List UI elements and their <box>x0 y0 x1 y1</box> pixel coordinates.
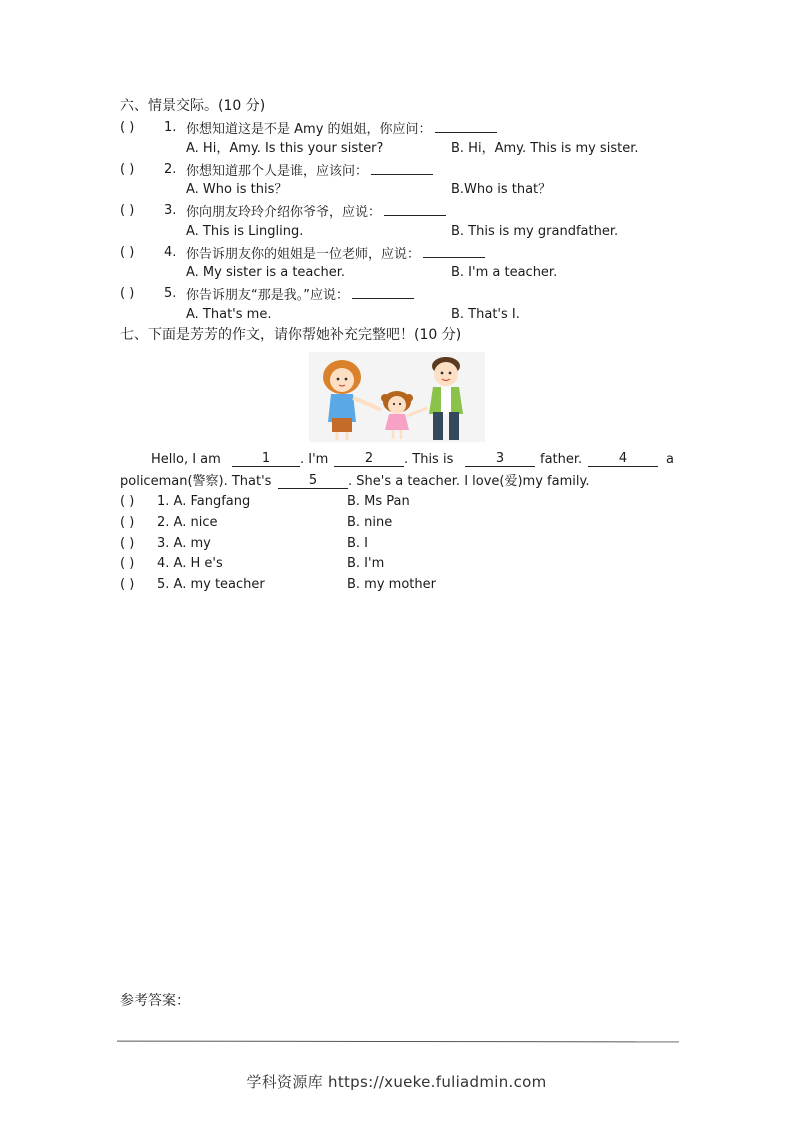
opt3-a: 3. A. my <box>157 536 211 551</box>
passage-part-2: . I'm <box>300 452 329 467</box>
q2-number: 2. <box>164 162 177 177</box>
q5-option-b: B. That's I. <box>451 307 520 322</box>
passage-line2-start: policeman(警察). That's <box>120 474 272 489</box>
q4-option-b: B. I'm a teacher. <box>451 265 558 280</box>
answers-heading: 参考答案： <box>120 993 190 1009</box>
opt4-b: B. I'm <box>347 556 385 571</box>
opt3-b: B. I <box>347 536 369 551</box>
q5-option-a: A. That's me. <box>186 307 272 322</box>
q2-prompt: 你想知道那个人是谁，应该问： <box>186 162 433 180</box>
q1-prompt: 你想知道这是不是 Amy 的姐姐，你应问： <box>186 120 497 138</box>
q1-number: 1. <box>164 120 177 135</box>
q5-paren[interactable]: ( ) <box>120 286 135 301</box>
opt1-a: 1. A. Fangfang <box>157 494 251 509</box>
q2-option-a: A. Who is this？ <box>186 182 288 197</box>
q3-prompt: 你向朋友玲玲介绍你爷爷，应说： <box>186 203 446 221</box>
opt2-b: B. nine <box>347 515 393 530</box>
q3-number: 3. <box>164 203 177 218</box>
section7-title: 七、下面是芳芳的作文，请你帮她补充完整吧！(10 分) <box>120 327 462 343</box>
opt5-b: B. my mother <box>347 577 436 592</box>
passage-blank-1[interactable]: 1 <box>232 452 300 467</box>
opt1-b: B. Ms Pan <box>347 494 410 509</box>
q3-option-a: A. This is Lingling. <box>186 224 304 239</box>
passage-part-4: father. <box>540 452 583 467</box>
q5-number: 5. <box>164 286 177 301</box>
footer-source-link[interactable]: 学科资源库 https://xueke.fuliadmin.com <box>246 1073 547 1091</box>
q2-option-b: B.Who is that？ <box>451 182 552 197</box>
opt2-paren[interactable]: ( ) <box>120 515 135 530</box>
passage-part-1: Hello, I am <box>151 452 221 467</box>
passage-part-5: a <box>666 452 674 467</box>
q4-paren[interactable]: ( ) <box>120 245 135 260</box>
passage-part-3: . This is <box>404 452 454 467</box>
q1-paren[interactable]: ( ) <box>120 120 135 135</box>
passage-blank-3[interactable]: 3 <box>465 452 535 467</box>
q2-paren[interactable]: ( ) <box>120 162 135 177</box>
q3-option-b: B. This is my grandfather. <box>451 224 619 239</box>
q3-answer-blank[interactable] <box>384 203 446 216</box>
q4-number: 4. <box>164 245 177 260</box>
opt3-paren[interactable]: ( ) <box>120 536 135 551</box>
q4-prompt: 你告诉朋友你的姐姐是一位老师，应说： <box>186 245 485 263</box>
passage-blank-4[interactable]: 4 <box>588 452 658 467</box>
opt4-a: 4. A. H e's <box>157 556 223 571</box>
q5-answer-blank[interactable] <box>352 286 414 299</box>
q1-option-a: A. Hi，Amy. Is this your sister? <box>186 141 384 156</box>
q4-option-a: A. My sister is a teacher. <box>186 265 346 280</box>
q3-paren[interactable]: ( ) <box>120 203 135 218</box>
q2-answer-blank[interactable] <box>371 162 433 175</box>
opt2-a: 2. A. nice <box>157 515 218 530</box>
q5-prompt: 你告诉朋友“那是我。”应说： <box>186 286 414 304</box>
q4-answer-blank[interactable] <box>423 245 485 258</box>
opt5-a: 5. A. my teacher <box>157 577 265 592</box>
q1-answer-blank[interactable] <box>435 120 497 133</box>
family-illustration <box>309 352 485 442</box>
q1-option-b: B. Hi，Amy. This is my sister. <box>451 141 639 156</box>
section6-title: 六、情景交际。(10 分) <box>120 98 266 114</box>
footer-divider <box>117 1041 679 1043</box>
opt5-paren[interactable]: ( ) <box>120 577 135 592</box>
passage-blank-2[interactable]: 2 <box>334 452 404 467</box>
opt4-paren[interactable]: ( ) <box>120 556 135 571</box>
passage-blank-5[interactable]: 5 <box>278 474 348 489</box>
passage-line2-end: . She's a teacher. I love(爱)my family. <box>348 474 590 489</box>
opt1-paren[interactable]: ( ) <box>120 494 135 509</box>
